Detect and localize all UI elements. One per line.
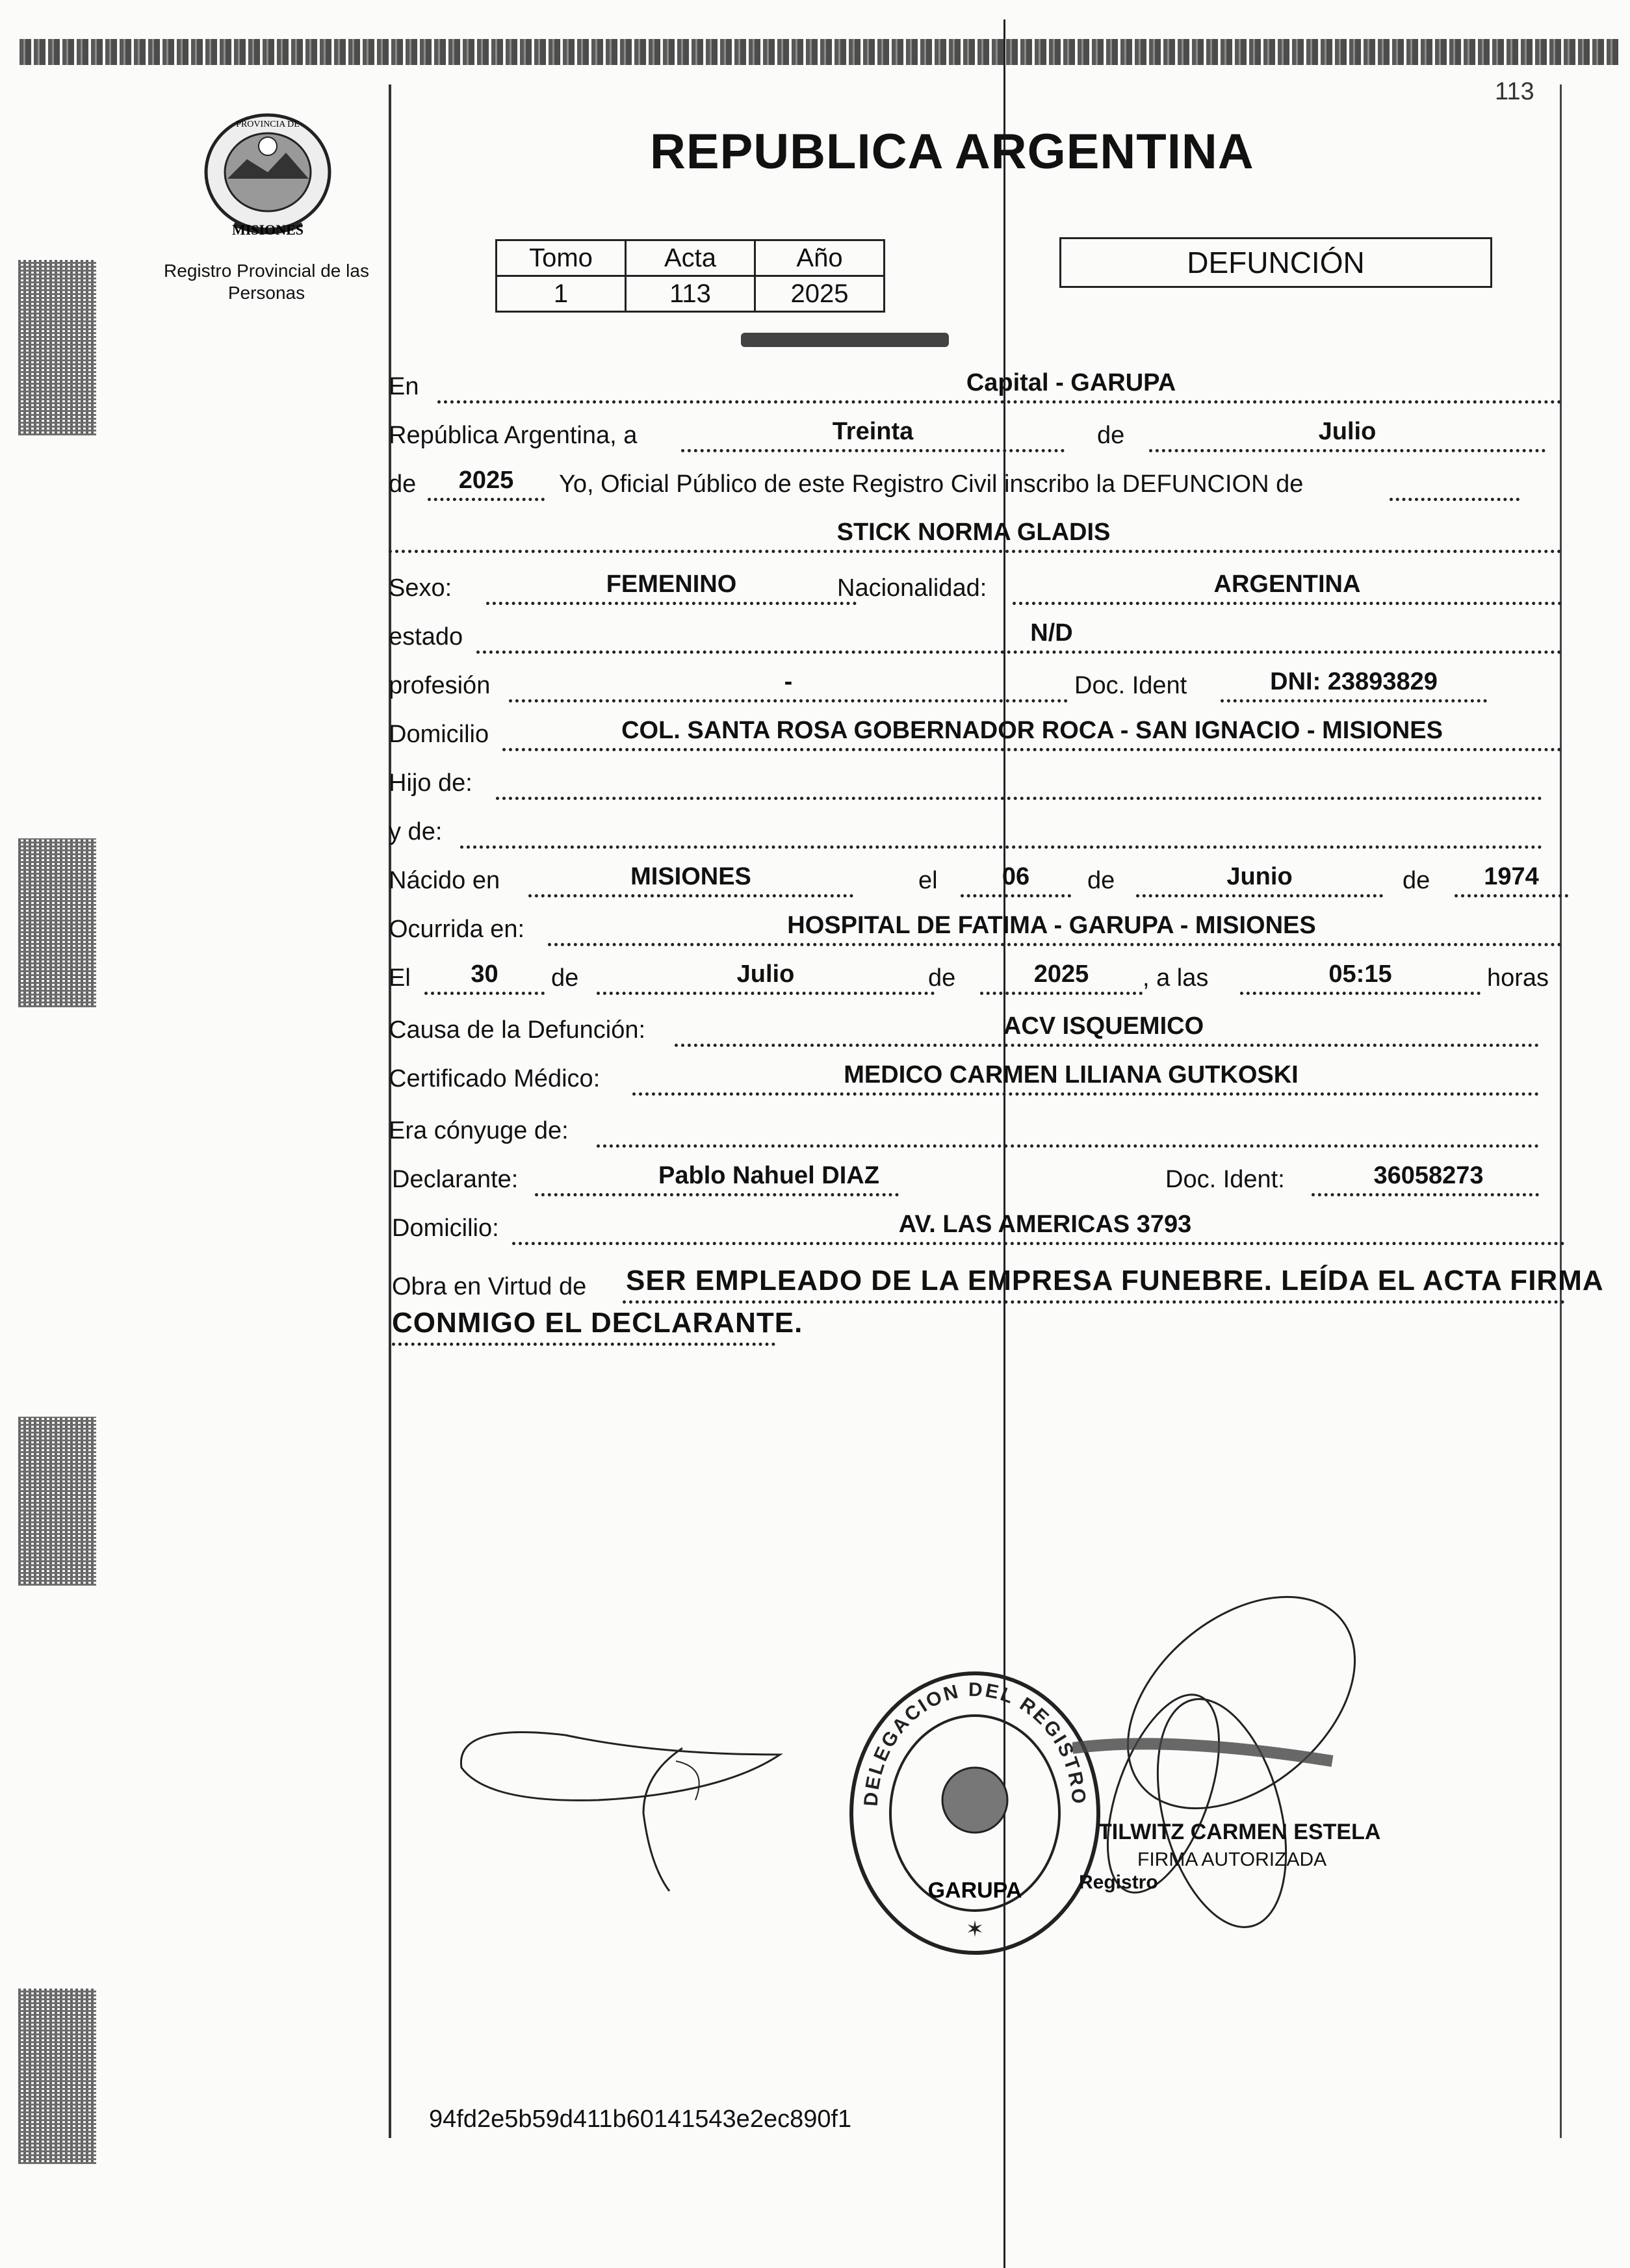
label-domicilio: Domicilio [389,721,489,748]
row-causa [389,1004,1565,1050]
row-certificado [389,1053,1565,1098]
value-nacido-en: MISIONES [630,863,751,890]
value-declarante: Pablo Nahuel DIAZ [658,1162,879,1189]
value-profesion: - [784,668,793,695]
value-month: Julio [1318,418,1377,445]
dotted-line [496,797,1542,800]
row-nacido [389,855,1565,900]
scan-noise-side [18,260,96,435]
label-doc: Doc. Ident [1074,672,1187,699]
row-declarante [389,1153,1565,1199]
dotted-line [392,1343,775,1346]
label-de: de [1087,867,1115,894]
value-ano: 2025 [755,276,885,312]
label-obra: Obra en Virtud de [392,1273,587,1300]
dotted-line [476,651,1562,654]
row-fecha [389,409,1565,455]
label-el: el [918,867,938,894]
header-tomo: Tomo [497,240,626,276]
scan-noise-top [19,39,1618,65]
label-nacido: Nácido en [389,867,500,894]
row-nombre [389,510,1565,556]
value-causa: ACV ISQUEMICO [1003,1012,1204,1040]
value-hora: 05:15 [1328,960,1392,988]
value-estado: N/D [1030,619,1073,647]
value-death-year: 2025 [1033,960,1089,988]
label-nacionalidad: Nacionalidad: [837,574,987,602]
dotted-line [1149,449,1546,452]
page-number: 113 [1495,78,1534,105]
dotted-line [675,1044,1539,1047]
value-birth-month: Junio [1226,863,1293,890]
label-inscribo: Yo, Oficial Público de este Registro Civil inscribo la DEFUNCION de [559,470,1304,498]
row-obra [389,1254,1604,1306]
signature-declarante [448,1709,812,1901]
label-profesion: profesión [389,672,491,699]
label-de: de [928,964,956,992]
redaction-mark [741,333,949,347]
label-domicilio-declarante: Domicilio: [392,1215,499,1242]
dotted-line [632,1092,1539,1096]
value-acta: 113 [626,276,755,312]
record-type-box [1059,237,1492,288]
misiones-seal-logo [195,107,341,244]
label-certificado: Certificado Médico: [389,1065,601,1092]
dotted-line [980,992,1143,995]
label-el: El [389,964,411,992]
scan-noise-side [18,1989,96,2164]
dotted-line [1455,894,1568,897]
dotted-line [597,1144,1539,1148]
label-republica: República Argentina, a [389,422,638,449]
label-horas: horas [1487,964,1549,992]
dotted-line [681,449,1065,452]
record-table [495,239,885,313]
value-tomo: 1 [497,276,626,312]
document-hash: 94fd2e5b59d411b60141543e2ec890f1 [429,2106,852,2133]
dotted-line [437,400,1562,404]
row-en [389,361,1565,406]
label-ocurrida: Ocurrida en: [389,916,525,943]
dotted-line [548,943,1562,946]
header-ano: Año [755,240,885,276]
row-fecha-defuncion [389,952,1565,998]
row-domicilio [389,708,1565,754]
row-profesion [389,660,1565,705]
page-title: REPUBLICA ARGENTINA [650,124,1254,179]
svg-text:✶: ✶ [965,1917,985,1942]
dotted-line [424,992,545,995]
label-de: de [1097,422,1125,449]
official-stamp [838,1657,1111,1959]
label-en: En [389,373,419,400]
signer-name: TILWITZ CARMEN ESTELA [1098,1820,1381,1844]
row-ocurrida [389,903,1565,949]
value-certificado: MEDICO CARMEN LILIANA GUTKOSKI [844,1061,1299,1089]
seal-text: DELEGACION DEL REGISTRO [860,1679,1090,1807]
dotted-line [1136,894,1383,897]
label-declarante: Declarante: [392,1166,519,1193]
value-en: Capital - GARUPA [966,369,1176,396]
dotted-line [1013,602,1562,605]
scan-noise-side [18,1417,96,1586]
value-doc: DNI: 23893829 [1270,668,1438,695]
value-death-day: 30 [471,960,498,988]
signer-registry: Registro [1079,1872,1158,1893]
value-name: STICK NORMA GLADIS [836,519,1111,546]
value-death-month: Julio [736,960,795,988]
registry-label: Registro Provincial de las Personas [164,261,369,303]
dotted-line [460,845,1542,849]
row-estado [389,611,1565,656]
dotted-line [509,699,1068,702]
value-domicilio: COL. SANTA ROSA GOBERNADOR ROCA - SAN IGNACIO - MISIONES [621,717,1443,744]
dotted-line [1240,992,1481,995]
value-sexo: FEMENINO [606,571,737,598]
seal-city: GARUPA [927,1878,1022,1903]
dotted-line [528,894,853,897]
label-a-las: , a las [1143,964,1209,992]
value-birth-day: 06 [1002,863,1030,890]
header-acta: Acta [626,240,755,276]
label-sexo: Sexo: [389,574,452,602]
dotted-line [502,748,1562,751]
signer-role: FIRMA AUTORIZADA [1137,1849,1327,1870]
dotted-line [597,992,935,995]
value-domicilio-declarante: AV. LAS AMERICAS 3793 [898,1211,1192,1238]
label-conyuge: Era cónyuge de: [389,1117,569,1144]
label-de: de [389,470,417,498]
row-sexo [389,562,1565,608]
label-causa: Causa de la Defunción: [389,1016,646,1044]
row-inscribo [389,458,1565,504]
row-obra-2 [389,1303,1565,1348]
signature-oficial [1072,1586,1410,1953]
dotted-line [535,1193,899,1196]
scan-noise-side [18,838,96,1007]
label-doc-declarante: Doc. Ident: [1165,1166,1285,1193]
label-hijo: Hijo de: [389,769,472,797]
row-yde [389,806,1565,851]
row-domicilio-declarante [389,1202,1565,1248]
value-obra-line2: CONMIGO EL DECLARANTE. [392,1307,803,1339]
label-yde: y de: [389,818,443,845]
svg-text:PROVINCIA DE: PROVINCIA DE [236,120,300,129]
dotted-line [486,602,857,605]
row-hijo [389,757,1565,803]
dotted-line [1390,498,1520,501]
value-year: 2025 [458,467,514,494]
record-type: DEFUNCIÓN [1187,246,1365,279]
value-doc-declarante: 36058273 [1373,1162,1484,1189]
dotted-line [1221,699,1487,702]
label-de: de [1403,867,1430,894]
dotted-line [389,550,1562,553]
dotted-line [961,894,1071,897]
dotted-line [428,498,545,501]
dotted-line [1312,1193,1539,1196]
row-conyuge [389,1105,1565,1150]
value-birth-year: 1974 [1484,863,1539,890]
svg-text:MISIONES: MISIONES [231,222,304,238]
dotted-line [512,1242,1565,1245]
value-nacionalidad: ARGENTINA [1213,571,1361,598]
value-ocurrida: HOSPITAL DE FATIMA - GARUPA - MISIONES [787,912,1316,939]
label-de: de [551,964,579,992]
value-day-words: Treinta [832,418,914,445]
value-obra-line1: SER EMPLEADO DE LA EMPRESA FUNEBRE. LEÍDA EL ACTA FIRMA [626,1265,1604,1296]
label-estado: estado [389,623,463,651]
